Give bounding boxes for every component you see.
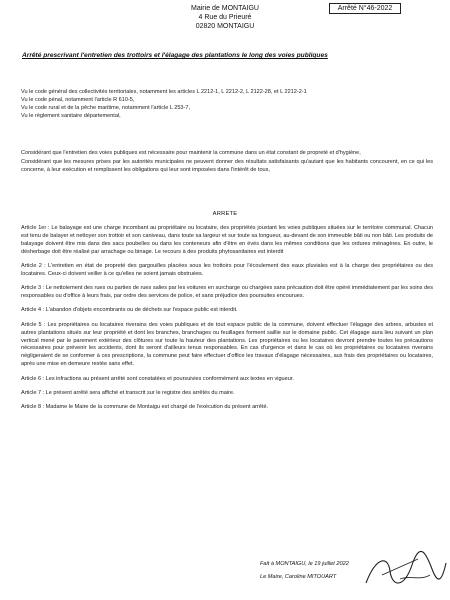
article-text: Madame le Maire de la commune de Montaigu est chargé de l'exécution du présent arrêté. [44,404,269,411]
section-heading: ARRETE [212,211,238,217]
article [21,322,433,369]
place-date: Fait à MONTAIGU, le 19 juillet 2022 [260,561,349,567]
header-line: Mairie de MONTAIGU [191,5,259,12]
considerants-section [21,150,433,176]
vu-line: Vu le code général des collectivités territoriales, notamment les articles L 2212-1, L 2212-2, L 2122-28, et L 2212-2-1 [21,89,307,95]
article-text: Le balayage est une charge incombant au propriétaire ou locataire, des propriétés jouxtant les voies publiques situées sur le territoire communal. Chacun est tenu de balayer et nettoyer son trottoir et son caniveau, dans toute sa largeur et sur toute sa longueur, au-devant de son immeuble bâti ou non bâti. Les produits de balayage doivent être mis dans des sacs poubelles ou dans les conteneurs afin d'être en évés dans les mêmes conditions que les ordures ménagères. En outre, le désherbage doit être réalisé par arrachage ou binage. Le recours à des produits phytosanitaires est interdit [21,225,433,255]
considerant-line: Considérant que l'entretien des voies publiques est nécessaire pour maintenir la commune dans un état constant de propreté et d'hygiène, [21,150,361,156]
signature-block [260,560,440,581]
header-line: 4 Rue du Prieuré [198,14,252,21]
article-text: Le présent arrêté sera affiché et transcrit sur le registre des arrêtés du maire. [44,389,235,396]
article-label: Article 6 : [21,375,45,382]
articles-section [21,225,433,418]
article [21,390,433,398]
article [21,404,433,412]
article [21,285,433,301]
article-text: Les infractions au présent arrêté sont constatées et poursuivies conformément aux textes en vigueur. [44,375,294,382]
article-text: L'entretien en état de propreté des gargouilles placées sous les trottoirs pour l'écoulement des eaux pluviales est à la charge des propriétaires ou des locataires. Ceux-ci doivent veiller à ce qu'elles ne soient jamais obstruées. [21,263,434,277]
article-text: Les propriétaires ou locataires riverains des voies publiques et de tout espace public de la commune, doivent effectuer l'élagage des arbres, arbustes et autres plantations situés sur leur propriété et dont les branches, branchages ou feuillages forment saillie sur le domaine public. Cet élagage aura lieu suivant un plan vertical mené par le parement extérieur des clôtures sur toute la hauteur des plantations. Les propriétaires ou les locataires devront prendre toutes les précautions nécessaires pour prévenir les accidents, dont ils seront d'ailleurs tenus responsables. En cas d'urgence et dans le cas où les propriétaires ou locataires riverains négligeraient de se conformer à ces prescriptions, la commune peut faire effectuer d'office les travaux d'élagage nécessaires, aux frais des propriétaires ou locataires, après une mise en demeure restée sans effet. [21,321,433,368]
article [21,307,433,315]
mairie-header [150,4,300,31]
article-label: Article 8 : [21,404,45,411]
article-text: L'abandon d'objets encombrants ou de déchets sur l'espace public est interdit. [44,307,238,314]
article-label: Article 4 : [21,307,45,314]
article-label: Article 5 : [21,321,46,328]
article-label: Article 1er : [21,225,50,231]
considerant-line: Considérant que les mesures prises par les autorités municipales ne peuvent donner des résultats satisfaisants qu'autant que les habitants concourent, en ce qui les concerne, à leur exécution et remplissent les obligations qui leur sont imposées dans l'intérêt de tous, [21,158,433,173]
article-label: Article 3 : [21,285,45,292]
header-line: 02820 MONTAIGU [195,23,255,30]
arrete-reference: Arrêté N°46-2022 [329,3,401,14]
article [21,263,433,279]
vu-line: Vu le règlement sanitaire départemental, [21,112,121,119]
document-title: Arrêté prescrivant l'entretien des trottoirs et l'élagage des plantations le long des voies publiques [22,52,328,59]
article-text: Le nettoiement des rues ou parties de rues salies par les voitures en surcharge ou chargées sans précaution doit être opéré immédiatement par les soins des responsables ou d'office à leurs frais, par ordre des services de police, et sans préjudice des poursuites encourues. [21,285,434,300]
vu-line: Vu le code rural et de la pêche maritime, notamment l'article L 253-7, [21,104,190,111]
article [21,225,433,257]
article [21,376,433,384]
vu-line: Vu le code pénal, notamment l'article R 610-5, [21,96,135,103]
article-label: Article 7 : [21,389,45,396]
article-label: Article 2 : [21,263,46,270]
signer-name: Le Maire, Caroline MITOUART [260,574,337,580]
vu-section [21,89,433,121]
